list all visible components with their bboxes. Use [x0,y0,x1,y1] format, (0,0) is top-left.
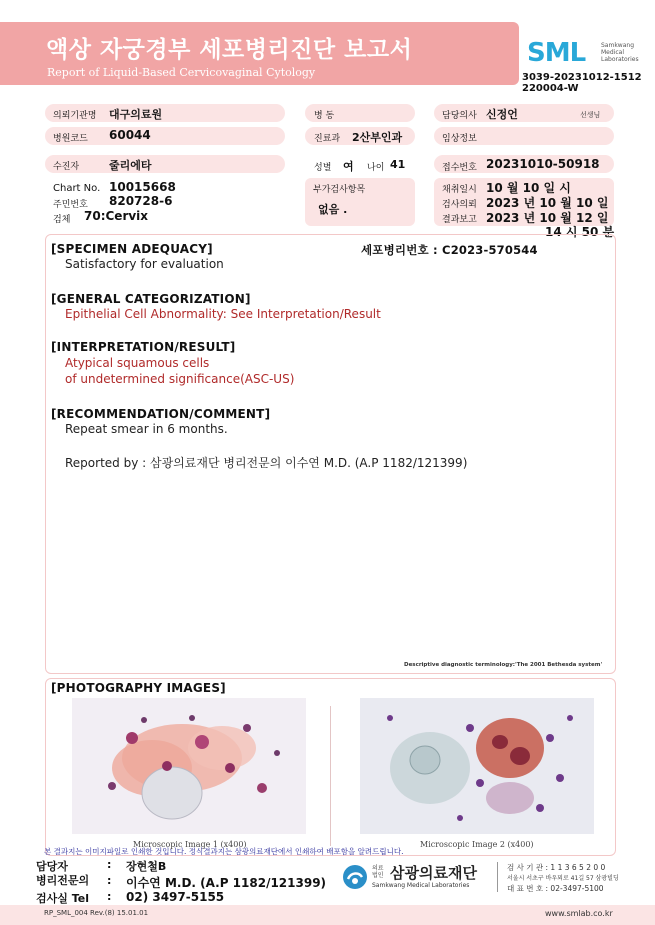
id-label: 주민번호 [53,200,88,210]
photo-heading: [PHOTOGRAPHY IMAGES] [51,681,226,695]
report-subtitle: Report of Liquid-Based Cervicovaginal Cytology [47,66,316,79]
chart-label: Chart No. [53,183,101,194]
test-value: 70:Cervix [84,209,149,223]
sml-logo-text: SML [527,38,586,68]
report-code-line-2: 220004-W [522,83,579,94]
hospital-code-value: 60044 [109,128,151,142]
dept-label: 진료과 [314,134,341,144]
rep-phone-line: 대 표 번 호 : 02-3497-5100 [507,884,604,893]
reported-value: 2023 년 10 월 12 일 [486,211,609,225]
sml-logo [527,36,647,72]
lab-tel-value: 02) 3497-5155 [126,890,225,904]
foundation-name-en: Samkwang Medical Laboratories [372,882,470,889]
manager-colon: : [107,858,112,871]
adequacy-heading: [SPECIMEN ADEQUACY] [51,242,213,256]
manager-value: 장현철B [126,860,167,873]
hospital-code-label: 병원코드 [53,134,88,144]
interpretation-text-2: of undetermined significance(ASC-US) [65,372,295,386]
website-link[interactable]: www.smlab.co.kr [545,909,613,918]
microscopic-image-1 [72,698,306,834]
print-notice: 본 결과지는 이미지파일로 인쇄한 것입니다. 정식결과지는 삼광의료재단에서 인쇄하여 배포함을 알려드립니다. [44,847,404,856]
pathologist-label: 병리전문의 [36,874,90,887]
microscopic-image-2 [360,698,594,834]
terminology-footnote: Descriptive diagnostic terminology:'The 2001 Bethesda system' [404,662,603,668]
ward-label: 병 동 [314,111,335,121]
reported-time: 14 시 50 분 [545,225,615,239]
recommendation-text: Repeat smear in 6 months. [65,422,228,436]
extra-test-value: 없음 . [318,203,348,216]
photo-divider [330,706,331,846]
interpretation-text-1: Atypical squamous cells [65,356,210,370]
hospital-label: 의뢰기관명 [53,111,97,121]
general-text: Epithelial Cell Abnormality: See Interpretation/Result [65,307,381,321]
reported-label: 결과보고 [442,215,477,225]
agency-line: 검 사 기 관 : 1 1 3 6 5 2 0 0 [507,863,606,872]
image-1-caption: Microscopic Image 1 (x400) [133,840,247,849]
address-line: 서울시 서초구 바우뫼로 41길 57 삼광빌딩 [507,875,619,882]
manager-label: 담당자 [36,860,68,873]
hospital-value: 대구의료원 [109,108,163,121]
dept-value: 2산부인과 [352,131,403,144]
sml-logo-subtext: Samkwang Medical Laboratories [601,42,639,63]
report-code-line-1: 3039-20231012-1512 [522,72,642,83]
id-value: 820728-6 [109,194,173,208]
doctor-value: 신정언 [486,108,518,121]
doctor-suffix: 선생님 [580,111,601,119]
recommendation-heading: [RECOMMENDATION/COMMENT] [51,407,271,421]
report-code [522,72,642,94]
foundation-prefix: 의료 법인 [372,865,384,879]
clinical-info-label: 임상정보 [442,134,477,144]
adequacy-text: Satisfactory for evaluation [65,257,224,271]
foundation-emblem-icon [342,864,368,890]
age-value: 41 [390,158,406,171]
general-heading: [GENERAL CATEGORIZATION] [51,292,251,306]
patient-label: 수진자 [53,162,80,172]
interpretation-heading: [INTERPRETATION/RESULT] [51,340,236,354]
sex-label: 성별 [314,163,332,173]
requested-label: 검사의뢰 [442,200,477,210]
cytology-number: 세포병리번호 : C2023-570544 [361,243,538,257]
receipt-label: 접수번호 [442,163,477,173]
lab-tel-label: 검사실 Tel [36,892,89,905]
patient-row [45,155,285,173]
reported-by: Reported by : 삼광의료재단 병리전문의 이수연 M.D. (A.P 1182/121399) [65,456,468,470]
image-2-caption: Microscopic Image 2 (x400) [420,840,534,849]
age-label: 나이 [367,163,385,173]
patient-value: 줄리에타 [109,159,152,172]
receipt-value: 20231010-50918 [486,157,600,171]
extra-test-label: 부가검사항목 [313,185,366,195]
form-code: RP_SML_004 Rev.(8) 15.01.01 [44,909,149,917]
collected-label: 채취일시 [442,185,477,195]
test-label: 검체 [53,215,71,225]
sex-value: 여 [343,160,354,173]
doctor-label: 담당의사 [442,111,477,121]
pathologist-colon: : [107,874,112,887]
lab-tel-colon: : [107,890,112,903]
chart-value: 10015668 [109,180,176,194]
collected-value: 10 월 10 일 시 [486,181,571,195]
pathologist-value: 이수연 M.D. (A.P 1182/121399) [126,876,327,890]
foundation-name: 삼광의료재단 [390,864,477,882]
footer-divider [497,862,498,892]
foundation-logo [342,862,492,896]
requested-value: 2023 년 10 월 10 일 [486,196,609,210]
report-title: 액상 자궁경부 세포병리진단 보고서 [46,37,413,63]
